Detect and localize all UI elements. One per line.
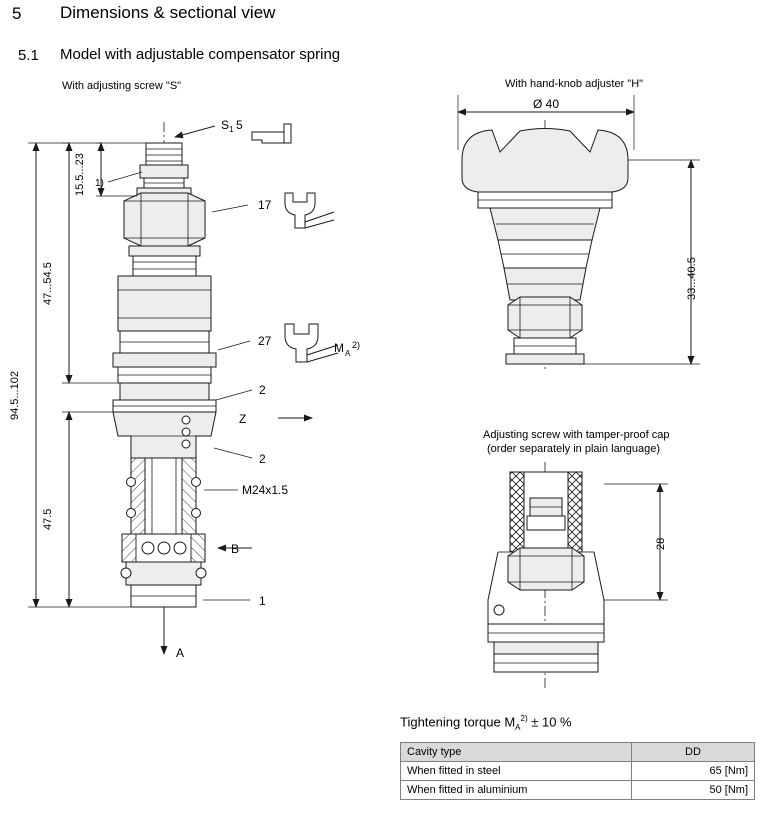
dim-28: 28	[655, 537, 667, 550]
dim-47-54-5: 47...54.5	[42, 262, 54, 305]
label-thread: M24x1.5	[242, 483, 289, 497]
wrench-icon-17	[285, 193, 334, 228]
subsection-title: Model with adjustable compensator spring	[60, 46, 341, 63]
dim-94-5-102: 94.5...102	[9, 371, 21, 420]
torque-title-m: M	[504, 714, 516, 730]
tamper-proof-cap	[488, 472, 604, 672]
hand-knob	[462, 129, 628, 365]
label-ma-note: 2)	[352, 340, 361, 350]
subsection-number: 5.1	[18, 47, 39, 64]
label-callout-z: Z	[239, 412, 247, 426]
label-hex-key-size: 5	[236, 118, 243, 132]
cell-dd-value: 65 [Nm]	[632, 762, 755, 781]
page-title: Dimensions & sectional view	[60, 3, 276, 22]
hex-nut-17	[124, 193, 205, 246]
label-ma: M	[334, 341, 344, 355]
cell-cavity-type: When fitted in steel	[401, 762, 632, 781]
torque-title-pre: Tightening torque	[400, 714, 505, 730]
label-callout-b: B	[231, 542, 240, 556]
label-wrench-17: 17	[258, 198, 272, 212]
table-row	[401, 781, 755, 800]
torque-title	[400, 714, 572, 732]
caption-tamper-1: Adjusting screw with tamper-proof cap	[483, 429, 670, 441]
label-callout-2b: 2	[259, 452, 266, 466]
torque-table	[400, 742, 755, 800]
col-cavity-type: Cavity type	[401, 743, 632, 762]
torque-title-sub: A	[515, 722, 521, 732]
dim-33-40-5: 33...40.5	[686, 257, 698, 300]
caption-left-view: With adjusting screw "S"	[62, 80, 182, 92]
dim-47-5: 47.5	[42, 508, 54, 530]
table-header-row	[401, 743, 755, 762]
label-diameter: Ø 40	[533, 97, 560, 111]
dim-15-5-23: 15.5...23	[74, 153, 86, 196]
section-number: 5	[12, 4, 22, 23]
cell-cavity-type: When fitted in aluminium	[401, 781, 632, 800]
cell-dd-value: 50 [Nm]	[632, 781, 755, 800]
torque-title-note: 2)	[520, 714, 528, 723]
label-hex-key-sub: 1	[229, 125, 234, 134]
table-row	[401, 762, 755, 781]
torque-title-post: ± 10 %	[527, 714, 572, 730]
label-ma-sub: A	[345, 349, 351, 358]
label-callout-a: A	[176, 646, 185, 660]
label-callout-2a: 2	[259, 383, 266, 397]
caption-right-view: With hand-knob adjuster "H"	[505, 78, 644, 90]
label-wrench-27: 27	[258, 334, 272, 348]
col-dd: DD	[632, 743, 755, 762]
caption-tamper-2: (order separately in plain language)	[487, 443, 661, 455]
hex-key-symbol	[252, 124, 291, 143]
label-callout-1: 1	[259, 594, 266, 608]
svg-text:1): 1)	[95, 178, 104, 189]
label-hex-key: S	[221, 118, 230, 132]
wrench-icon-27	[285, 324, 338, 362]
